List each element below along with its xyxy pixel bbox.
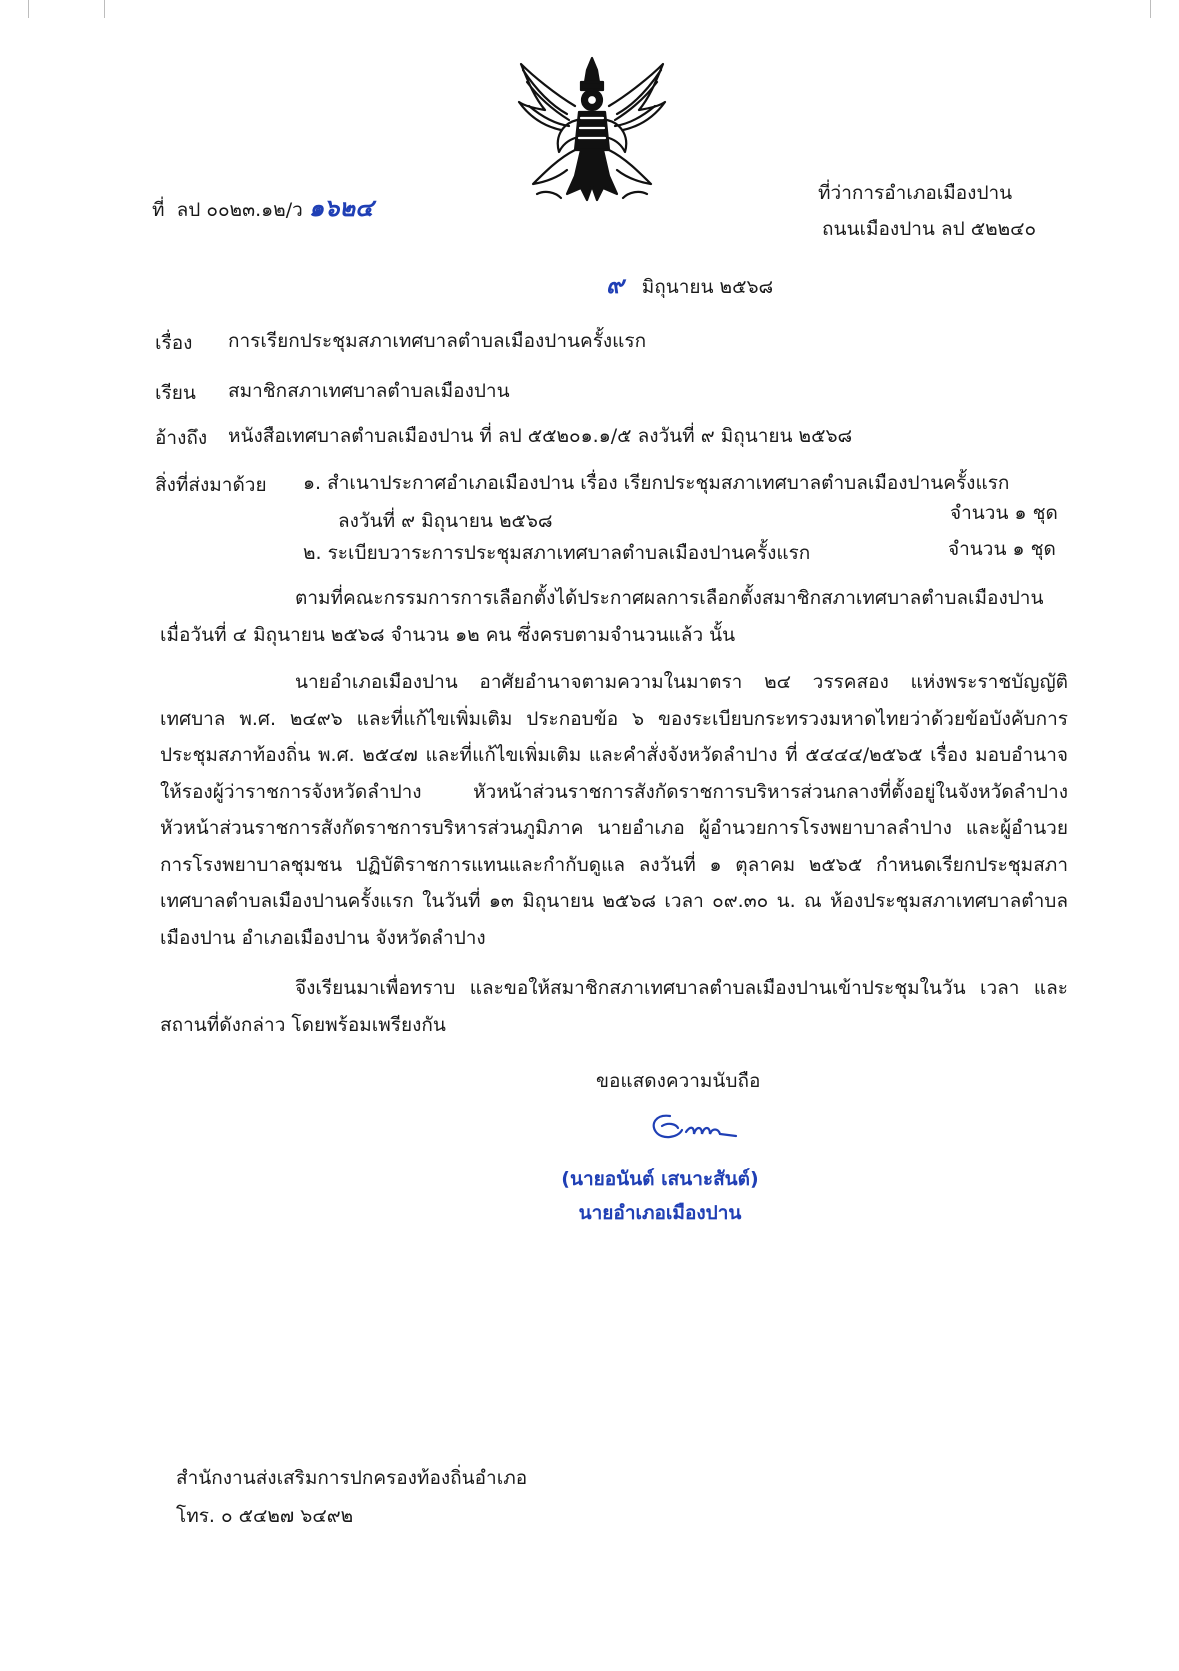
- signature-icon: [648, 1108, 743, 1148]
- enclosure-item-1-line-1: ๑. สำเนาประกาศอำเภอเมืองปาน เรื่อง เรียกประชุมสภาเทศบาลตำบลเมืองปานครั้งแรก: [303, 472, 1010, 494]
- signer-name: (นายอนันต์ เสนาะสันต์): [561, 1168, 759, 1190]
- body-paragraph-2-text: นายอำเภอเมืองปาน อาศัยอำนาจตามความในมาตรา ๒๔ วรรคสอง แห่งพระราชบัญญัติเทศบาล พ.ศ. ๒๔๙๖ และที่แก้ไขเพิ่มเติม ประกอบข้อ ๖ ของระเบียบกระทรวงมหาดไทยว่าด้วยข้อบังคับการประชุมสภาท้องถิ่น พ.ศ. ๒๕๔๗ และที่แก้ไขเพิ่มเติม และคำสั่งจังหวัดลำปาง ที่ ๕๔๔๔/๒๕๖๕ เรื่อง มอบอำนาจให้รองผู้ว่าราชการจังหวัดลำปาง หัวหน้าส่วนราชการสังกัดราชการบริหารส่วนกลางที่ตั้งอยู่ในจังหวัดลำปาง หัวหน้าส่วนราชการสังกัดราชการบริหารส่วนภูมิภาค นายอำเภอ ผู้อำนวยการโรงพยาบาลลำปาง และผู้อำนวยการโรงพยาบาลชุมชน ปฏิบัติราชการแทนและกำกับดูแล ลงวันที่ ๑ ตุลาคม ๒๕๖๕ กำหนดเรียกประชุมสภาเทศบาลตำบลเมืองปานครั้งแรก ในวันที่ ๑๓ มิถุนายน ๒๕๖๘ เวลา ๐๙.๓๐ น. ณ ห้องประชุมสภาเทศบาลตำบลเมืองปาน อำเภอเมืองปาน จังหวัดลำปาง: [160, 671, 1068, 949]
- office-address: ถนนเมืองปาน ลป ๕๒๒๔๐: [822, 218, 1037, 240]
- subject-text: การเรียกประชุมสภาเทศบาลตำบลเมืองปานครั้งแรก: [228, 330, 647, 352]
- ref-text: หนังสือเทศบาลตำบลเมืองปาน ที่ ลป ๕๕๒๐๑.๑/๕ ลงวันที่ ๙ มิถุนายน ๒๕๖๘: [228, 425, 853, 447]
- doc-number-label: ที่: [152, 199, 165, 221]
- scan-edge-mark: [104, 0, 105, 18]
- footer-phone: โทร. ๐ ๕๔๒๗ ๖๔๙๒: [176, 1505, 354, 1527]
- signer-title: นายอำเภอเมืองปาน: [578, 1202, 742, 1224]
- body-paragraph-1: [160, 580, 1068, 653]
- body-paragraph-1-text: ตามที่คณะกรรมการการเลือกตั้งได้ประกาศผลการเลือกตั้งสมาชิกสภาเทศบาลตำบลเมืองปาน เมื่อวันที่ ๔ มิถุนายน ๒๕๖๘ จำนวน ๑๒ คน ซึ่งครบตามจำนวนแล้ว นั้น: [160, 587, 1044, 646]
- subject-label: เรื่อง: [155, 332, 193, 354]
- garuda-emblem-icon: [515, 54, 670, 210]
- enclosure-item-2: ๒. ระเบียบวาระการประชุมสภาเทศบาลตำบลเมืองปานครั้งแรก: [303, 542, 811, 564]
- doc-number-handwritten: ๑๖๒๔: [308, 193, 374, 222]
- scan-edge-left: [28, 0, 29, 18]
- enclosure-label: สิ่งที่ส่งมาด้วย: [155, 474, 267, 496]
- to-label: เรียน: [155, 382, 196, 404]
- closing: ขอแสดงความนับถือ: [596, 1070, 761, 1092]
- body-paragraph-2: [160, 664, 1068, 956]
- to-text: สมาชิกสภาเทศบาลตำบลเมืองปาน: [228, 380, 510, 402]
- office-name: ที่ว่าการอำเภอเมืองปาน: [818, 182, 1013, 204]
- date-month-year: มิถุนายน ๒๕๖๘: [641, 276, 774, 298]
- doc-number: [152, 195, 373, 223]
- enclosure-item-1-qty: จำนวน ๑ ชุด: [950, 502, 1058, 524]
- doc-number-value: ลป ๐๐๒๓.๑๒/ว: [176, 199, 303, 221]
- ref-label: อ้างถึง: [155, 427, 208, 449]
- footer-office: สำนักงานส่งเสริมการปกครองท้องถิ่นอำเภอ: [176, 1467, 528, 1489]
- enclosure-item-1-line-2: ลงวันที่ ๙ มิถุนายน ๒๕๖๘: [338, 510, 553, 532]
- enclosure-item-2-qty: จำนวน ๑ ชุด: [948, 538, 1056, 560]
- body-paragraph-3-text: จึงเรียนมาเพื่อทราบ และขอให้สมาชิกสภาเทศบาลตำบลเมืองปานเข้าประชุมในวัน เวลา และสถานที่ดังกล่าว โดยพร้อมเพรียงกัน: [160, 977, 1068, 1036]
- scan-edge-right: [1150, 0, 1151, 18]
- body-paragraph-3: [160, 970, 1068, 1043]
- date-day-handwritten: ๙: [606, 270, 624, 299]
- document-date: [606, 272, 773, 300]
